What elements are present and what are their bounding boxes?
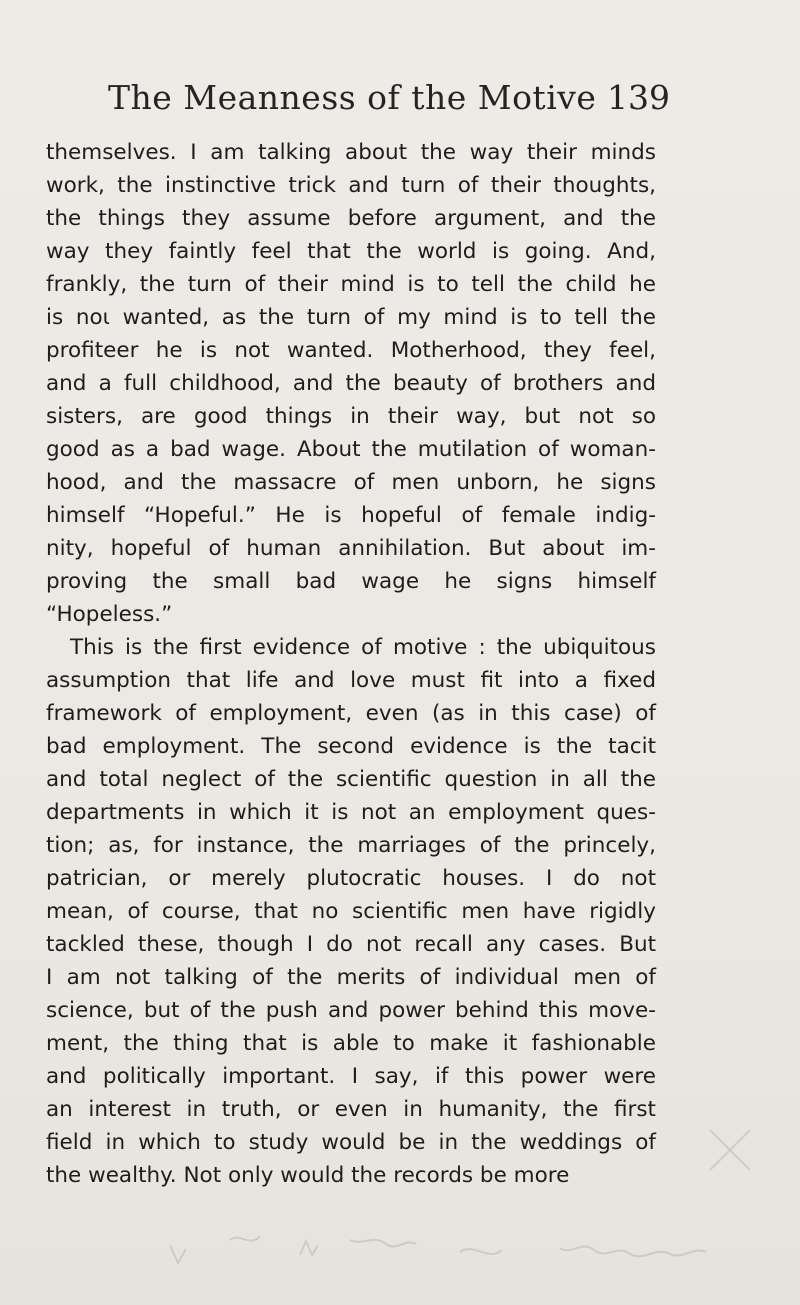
text-line: is noɩ wanted, as the turn of my mind is to tell the bbox=[46, 305, 656, 330]
text-line: the things they assume before argument, and the bbox=[46, 206, 656, 231]
text-line: nity, hopeful of human annihilation. But about im- bbox=[46, 536, 656, 561]
text-line: tackled these, though I do not recall any cases. But bbox=[46, 932, 656, 957]
text-line: mean, of course, that no scientific men have rigidly bbox=[46, 899, 656, 924]
text-line: and total neglect of the scientific question in all the bbox=[46, 767, 656, 792]
text-line: bad employment. The second evidence is the tacit bbox=[46, 734, 656, 759]
text-line: “Hopeless.” bbox=[46, 602, 173, 627]
text-line: themselves. I am talking about the way their minds bbox=[46, 140, 656, 165]
text-line: good as a bad wage. About the mutilation of woman- bbox=[46, 437, 656, 462]
text-line: profiteer he is not wanted. Motherhood, they feel, bbox=[46, 338, 656, 363]
text-line: field in which to study would be in the weddings of bbox=[46, 1130, 656, 1155]
text-line: way they faintly feel that the world is going. And, bbox=[46, 239, 656, 264]
text-line: the wealthy. Not only would the records be more bbox=[46, 1163, 570, 1188]
text-line: ment, the thing that is able to make it fashionable bbox=[46, 1031, 656, 1056]
page-number: 139 bbox=[607, 78, 670, 117]
text-line: patrician, or merely plutocratic houses. I do not bbox=[46, 866, 656, 891]
text-line: work, the instinctive trick and turn of their thoughts, bbox=[46, 173, 656, 198]
text-line: framework of employment, even (as in this case) of bbox=[46, 701, 656, 726]
text-line: tion; as, for instance, the marriages of the princely, bbox=[46, 833, 656, 858]
text-line: frankly, the turn of their mind is to tell the child he bbox=[46, 272, 656, 297]
text-line: and politically important. I say, if this power were bbox=[46, 1064, 656, 1089]
text-line: hood, and the massacre of men unborn, he signs bbox=[46, 470, 656, 495]
text-line: and a full childhood, and the beauty of brothers and bbox=[46, 371, 656, 396]
text-line: assumption that life and love must fit into a fixed bbox=[46, 668, 656, 693]
text-line: I am not talking of the merits of individual men of bbox=[46, 965, 656, 990]
text-line: himself “Hopeful.” He is hopeful of female indig- bbox=[46, 503, 656, 528]
text-line: proving the small bad wage he signs himself bbox=[46, 569, 656, 594]
text-line: sisters, are good things in their way, but not so bbox=[46, 404, 656, 429]
text-line: science, but of the push and power behind this move- bbox=[46, 998, 656, 1023]
chapter-title: The Meanness of the Motive bbox=[108, 78, 597, 117]
text-line: an interest in truth, or even in humanity, the first bbox=[46, 1097, 656, 1122]
text-line: This is the first evidence of motive : the ubiquitous bbox=[70, 635, 656, 660]
text-line: departments in which it is not an employment ques- bbox=[46, 800, 656, 825]
